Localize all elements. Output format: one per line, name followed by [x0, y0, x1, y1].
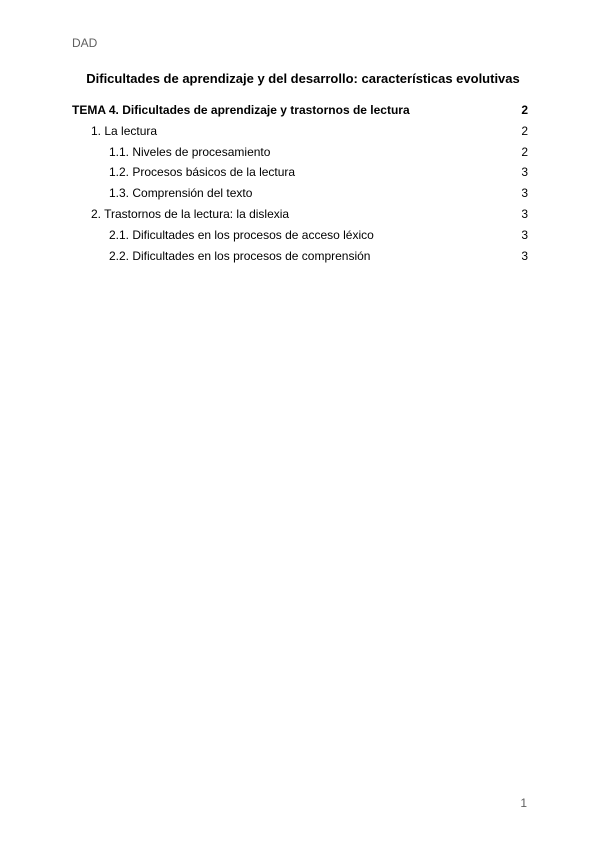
- toc-entry-1-3[interactable]: [72, 186, 528, 207]
- toc-entry-page: 3: [521, 165, 528, 180]
- table-of-contents: [72, 103, 528, 269]
- toc-entry-label: 1.2. Procesos básicos de la lectura: [109, 165, 296, 180]
- document-title: Dificultades de aprendizaje y del desarrollo: características evolutivas: [86, 71, 520, 86]
- toc-entry-page: 3: [521, 227, 528, 242]
- toc-entry-2[interactable]: [72, 207, 528, 228]
- toc-entry-page: 3: [521, 206, 528, 221]
- toc-entry-label: 1.3. Comprensión del texto: [109, 186, 253, 201]
- toc-entry-1-2[interactable]: [72, 165, 528, 186]
- toc-entry-1-1[interactable]: [72, 145, 528, 166]
- toc-entry-page: 2: [521, 103, 528, 117]
- page-header: DAD: [72, 36, 98, 50]
- toc-entry-2-1[interactable]: [72, 228, 528, 249]
- toc-entry-tema-4[interactable]: [72, 103, 528, 124]
- toc-entry-1[interactable]: [72, 124, 528, 145]
- toc-entry-label: 2.2. Dificultades en los procesos de comprensión: [109, 248, 371, 263]
- toc-entry-label: TEMA 4. Dificultades de aprendizaje y trastornos de lectura: [72, 103, 410, 117]
- toc-entry-page: 2: [521, 144, 528, 159]
- toc-entry-2-2[interactable]: [72, 249, 528, 270]
- page-number: 1: [520, 796, 527, 810]
- toc-entry-label: 2.1. Dificultades en los procesos de acceso léxico: [109, 227, 374, 242]
- toc-entry-page: 3: [521, 186, 528, 201]
- toc-entry-label: 2. Trastornos de la lectura: la dislexia: [91, 206, 290, 221]
- toc-entry-page: 3: [521, 248, 528, 263]
- toc-entry-page: 2: [521, 123, 528, 138]
- toc-entry-label: 1.1. Niveles de procesamiento: [109, 144, 271, 159]
- toc-entry-label: 1. La lectura: [91, 123, 158, 138]
